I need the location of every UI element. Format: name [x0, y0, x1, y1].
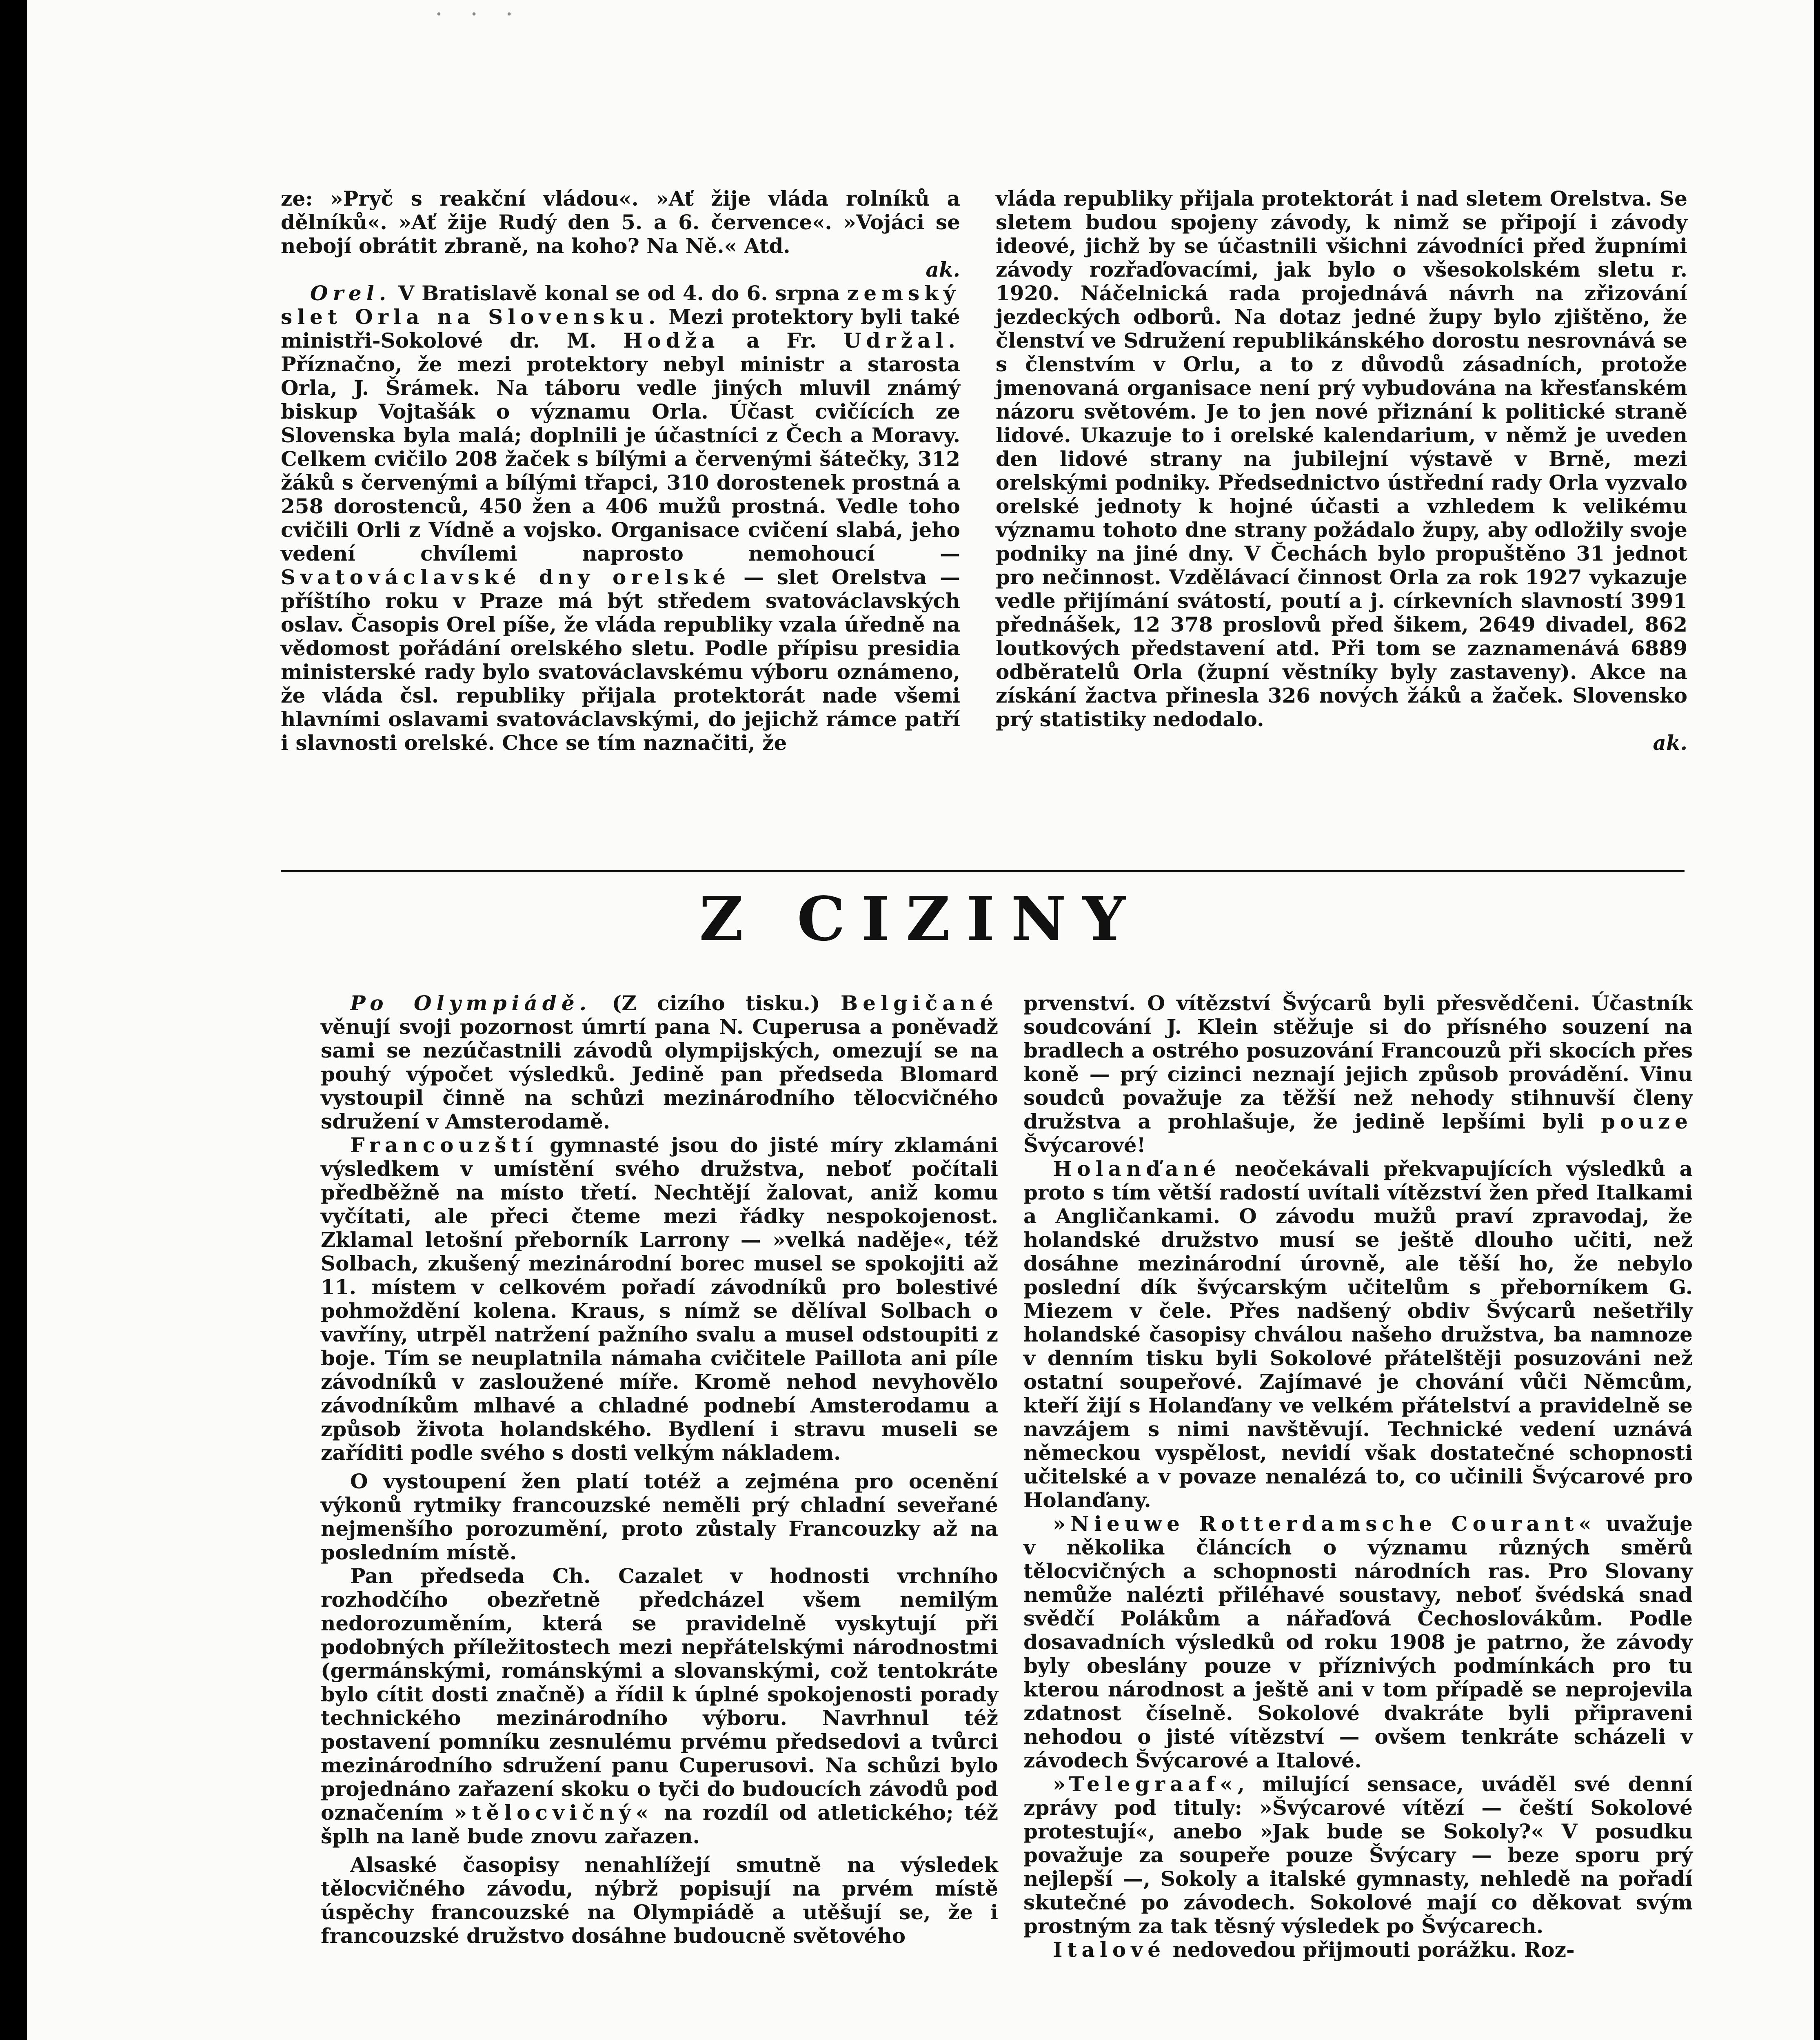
bottom-left-column — [321, 991, 998, 1948]
signature-ak: ak. — [926, 257, 960, 282]
section-divider — [281, 870, 1685, 872]
paragraph-cazalet: Pan předseda Ch. Cazalet v hodnosti vrchního rozhodčího obezřetně předcházel všem nemilým nedorozuměním, která se pravidelně vyskytují při podobných příležitostech mezi nepřátelskými národnostmi (germánskými, románskými a slovanskými, což tentokráte bylo cítit dosti značně) a řídil k úplné spokojenosti porady technického mezinárodního výboru. Navrhnul též postavení pomníku zesnulému prvému předsedovi a tvůrci mezinárodního sdružení panu Cuperusovi. Na schůzi bylo projednáno zařazení skoku o tyči do budoucích závodů pod označením »tělocvičný« na rozdíl od atletického; též šplh na laně bude znovu zařazen. — [321, 1564, 998, 1848]
section-heading: Z CIZINY — [699, 883, 1142, 954]
orel-label: Orel. — [310, 281, 391, 305]
paragraph-italians: Italové nedovedou přijmouti porážku. Roz- — [1053, 1938, 1575, 1962]
bottom-right-column — [1023, 991, 1693, 1962]
paragraph-alsace: Alsaské časopisy nenahlížejí smutně na výsledek tělocvičného závodu, nýbrž popisují na prvém místě úspěchy francouzské na Olympiádě a utěšují se, že i francouzské družstvo dosáhne budoucně světového — [321, 1853, 998, 1948]
top-right-column — [996, 187, 1687, 755]
bleed-through-marks: · · · — [435, 0, 523, 29]
paragraph-dutch: Holanďané neočekávali překvapujících výsledků a proto s tím větší radostí uvítali vítězství žen před Italkami a Angličankami. O závodu mužů praví zpravodaj, že holandské družstvo musí se ještě dlouho učiti, než dosáhne mezinárodní úrovně, ale těší ho, že nebylo poslední dík švýcarským učitelům s přeborníkem G. Miezem v čele. Přes nadšený obdiv Švýcarů nešetřily holandské časopisy chválou našeho družstva, ba namnoze v denním tisku byli Sokolové přátelštěji posuzováni než ostatní soupeřové. Zajímavé je chování vůči Němcům, kteří žijí s Holanďany ve velkém přátelství a pravidelně se navzájem s nimi navštěvují. Technické vedení uznává německou vyspělost, nevidí však dostatečné schopnosti učitelské a v povaze nenalézá to, co učinili Švýcarové pro Holanďany. — [1023, 1157, 1693, 1512]
paragraph-women: O vystoupení žen platí totéž a zejména pro ocenění výkonů rytmiky francouzské neměli prý chladní seveřané nejmenšího porozumění, proto zůstaly Francouzky až na posledním místě. — [321, 1469, 998, 1564]
signature-ak: ak. — [1653, 731, 1687, 755]
paragraph-orel: Orel. V Bratislavě konal se od 4. do 6. srpna zemský slet Orla na Slovensku. Mezi protektory byli také ministři-Sokolové dr. M. Hodža a Fr. Udržal. Příznačno, že mezi protektory nebyl ministr a starosta Orla, J. Šrámek. Na táboru vedle jiných mluvil známý biskup Vojtašák o významu Orla. Účast cvičících ze Slovenska byla malá; doplnili je účastníci z Čech a Moravy. Celkem cvičilo 208 žaček s bílými a červenými šátečky, 312 žáků s červenými a bílými třapci, 310 dorostenek prostná a 258 dorostenců, 450 žen a 406 mužů prostná. Vedle toho cvičili Orli z Vídně a vojsko. Organisace cvičení slabá, jeho vedení chvílemi naprosto nemohoucí — Svatováclavské dny orelské — slet Orelstva — příštího roku v Praze má být středem svatováclavských oslav. Časopis Orel píše, že vláda republiky vzala úředně na vědomost pořádání orelského sletu. Podle přípisu presidia ministerské rady bylo svatováclavskému výboru oznámeno, že vláda čsl. republiky přijala protektorát nade všemi hlavními oslavami svatováclavskými, do jejichž rámce patří i slavnosti orelské. Chce se tím naznačiti, že — [281, 281, 960, 755]
paragraph-nrc: »Nieuwe Rotterdamsche Courant« uvažuje v několika článcích o významu různých směrů tělocvičných a schopnosti národních ras. Pro Slovany nemůže nalézti přiléhavé soustavy, neboť švédská snad svědčí Polákům a nářaďová Čechoslovákům. Podle dosavadních výsledků od roku 1908 je patrno, že závody byly obeslány pouze v příznivých podmínkách pro tu kterou národnost a ještě ani v tom případě se neprojevila zdatnost číselně. Sokolové dvakráte byli připraveni nehodou o jisté vítězství — ovšem tenkráte scházeli v závodech Švýcarové a Italové. — [1023, 1512, 1693, 1772]
paragraph-po-olympiade: Po Olympiádě. (Z cizího tisku.) Belgičané věnují svoji pozornost úmrtí pana N. Cuperusa a poněvadž sami se nezúčastnili závodů olympijských, omezují se na pouhý výpočet výsledků. Jedině pan předseda Blomard vystoupil činně na schůzi mezinárodního tělocvičného sdružení v Amsterodamě. — [321, 991, 998, 1133]
paragraph-french-gymnasts: Francouzští gymnasté jsou do jisté míry zklamáni výsledkem v umístění svého družstva, neboť počítali předběžně na místo třetí. Nechtějí žalovat, aniž komu vyčítati, ale přeci čteme mezi řádky nespokojenost. Zklamal letošní přeborník Larrony — »velká naděje«, též Solbach, zkušený mezinárodní borec musel se spokojiti až 11. místem v celkovém pořadí závodníků pro bolestivé pohmoždění kolena. Kraus, s nímž se dělíval Solbach o vavříny, utrpěl natržení pažního svalu a musel odstoupiti z boje. Tím se neuplatnila námaha cvičitele Paillota ani píle závodníků v zasloužené míře. Kromě nehod nevyhovělo závodníkům mlhavé a chladné podnebí Amsterodamu a způsob života holandského. Bydlení i stravu museli se zaříditi podle svého s dosti velkým nákladem. — [321, 1133, 998, 1465]
paragraph-strike-slogans: ze: »Pryč s reakční vládou«. »Ať žije vláda rolníků a dělníků«. »Ať žije Rudý den 5. a 6. července«. »Vojáci se nebojí obrátit zbraně, na koho? Na Ně.« Atd. ak. — [281, 186, 960, 282]
top-left-column — [281, 187, 960, 755]
document-page — [27, 0, 1814, 2040]
paragraph-swiss-victory: prvenství. O vítězství Švýcarů byli přesvědčeni. Účastník soudcování J. Klein stěžuje si do přísného souzení na bradlech a ostrého posuzování Francouzů při skocích přes koně — prý cizinci neznají jejich způsob provádění. Vinu soudců považuje za těžší než nehody stihnuvší členy družstva a prohlašuje, že jedině lepšími byli pouze Švýcarové! — [1023, 991, 1693, 1157]
paragraph-orel-continued: vláda republiky přijala protektorát i nad sletem Orelstva. Se sletem budou spojeny závody, k nimž se připojí i závody ideové, jichž by se účastnili všichni závodníci před župními závody rozřaďovacími, jak bylo o všesokolském sletu r. 1920. Náčelnická rada projednává návrh na zřizování jezdeckých odborů. Na dotaz jedné župy bylo zjištěno, že členství ve Sdružení republikánského dorostu nesrovnává se s členstvím v Orlu, a to z důvodů zásadních, protože jmenovaná organisace není prý vybudována na křesťanském názoru světovém. Je to jen nové přiznání k politické straně lidové. Ukazuje to i orelské kalendarium, v němž je uveden den lidové strany na jubilejní výstavě v Brně, mezi orelskými podniky. Předsednictvo ústřední rady Orla vyzvalo orelské jednoty k hojné účasti a vzhledem k velikému významu tohoto dne strany požádalo župy, aby odložily svoje podniky na jiné dny. V Čechách bylo propuštěno 31 jednot pro nečinnost. Vzdělávací činnost Orla za rok 1927 vykazuje vedle přijímání svátostí, poutí a j. církevních slavností 3991 přednášek, 12 378 proslovů před šikem, 2649 divadel, 862 loutkových představení atd. Při tom se zaznamenává 6889 odběratelů Orla (župní věstníky byly zastaveny). Akce na získání žactva přinesla 326 nových žáků a žaček. Slovensko prý statistiky nedodalo. ak. — [996, 186, 1687, 755]
paragraph-telegraaf: »Telegraaf«, milující sensace, uváděl své denní zprávy pod tituly: »Švýcarové vítězí — čeští Sokolové protestují«, anebo »Jak bude se Sokoly?« V posudku považuje za soupeře pouze Švýcary — beze sporu prý nejlepší —, Sokoly a italské gymnasty, nehledě na pořadí skutečné po závodech. Sokolové mají co děkovat svým prostným za tak těsný výsledek po Švýcarech. — [1023, 1772, 1693, 1938]
